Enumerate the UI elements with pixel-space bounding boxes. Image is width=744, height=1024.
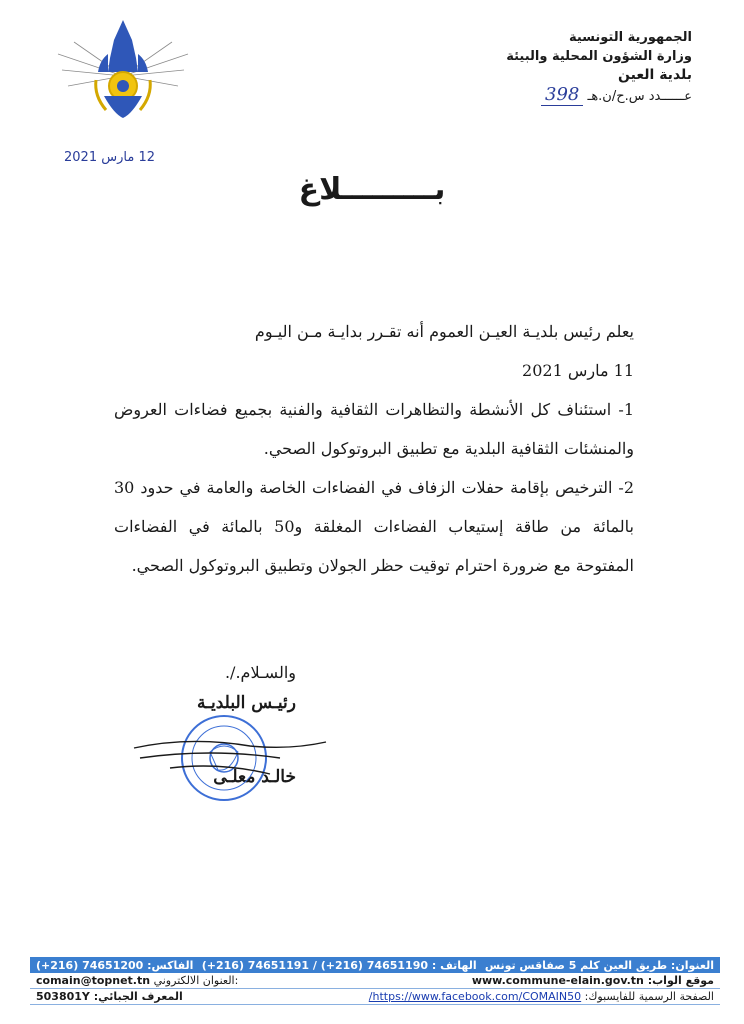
item-1: 1- استئناف كل الأنشطة والتظاهرات الثقافية والفنية بجميع فضاءات العروض والمنشئات الثقافية البلدية مع تطبيق البروتوكول الصحي. (114, 400, 634, 458)
handwritten-signature (130, 728, 330, 784)
closing-salutation: والسـلام./. (224, 663, 296, 682)
date-stamp: 12 مارس 2021 (64, 150, 155, 165)
municipality-name: بلدية العين (618, 67, 692, 83)
reference-line (432, 85, 692, 106)
intro-paragraph: يعلم رئيس بلديـة العيـن العموم أنه تقـرر بدايـة مـن اليـوم (254, 322, 634, 341)
footer-email-label: العنوان الالكتروني: (153, 974, 239, 987)
footer-facebook-link[interactable]: https://www.facebook.com/COMAIN50/ (368, 990, 582, 1003)
signatory-name: خالـد معلـى (213, 767, 296, 787)
footer-email-group (36, 974, 238, 987)
footer-phone: الهاتف : 74651190 (216+) / 74651191 (216+) (201, 958, 477, 972)
letterhead (432, 28, 692, 106)
announcement-body (114, 312, 634, 585)
footer-row-web (30, 973, 720, 989)
footer-row-social (30, 989, 720, 1005)
reference-label: عــــــدد س.ح/ن.هـ (587, 89, 692, 104)
footer-email[interactable]: comain@topnet.tn (36, 974, 151, 987)
reference-number: 398 (541, 84, 583, 106)
republic-name: الجمهورية التونسية (568, 30, 692, 45)
municipality-logo (48, 14, 198, 126)
effective-date: 11 مارس 2021 (522, 361, 634, 380)
footer-facebook-label: الصفحة الرسمية للفايسبوك: (584, 990, 714, 1003)
ministry-name: وزارة الشؤون المحلية والبيئة (506, 49, 692, 64)
footer-row-contact (30, 957, 720, 973)
footer-website[interactable]: موقع الواب: www.commune-elain.gov.tn (471, 974, 714, 987)
footer-address: العنوان: طريق العين كلم 5 صفاقس تونس (484, 958, 714, 972)
footer-facebook-group (369, 990, 714, 1003)
footer-tax-id: المعرف الجبائي: 503801Y (36, 990, 183, 1003)
signatory-title: رئيـس البلديـة (196, 693, 296, 713)
item-2: 2- الترخيص بإقامة حفلات الزفاف في الفضاءات الخاصة والعامة في حدود 30 بالمائة من طاقة إستيعاب الفضاءات المغلقة و50 بالمائة في الفضاءات المفتوحة مع ضرورة احترام توقيت حظر الجولان وتطبيق البروتوكول الصحي. (114, 478, 635, 575)
footer (30, 957, 720, 1005)
footer-fax: الفاكس: 74651200 (216+) (36, 958, 194, 972)
document-title: بـــــــــلاغ (298, 172, 446, 207)
